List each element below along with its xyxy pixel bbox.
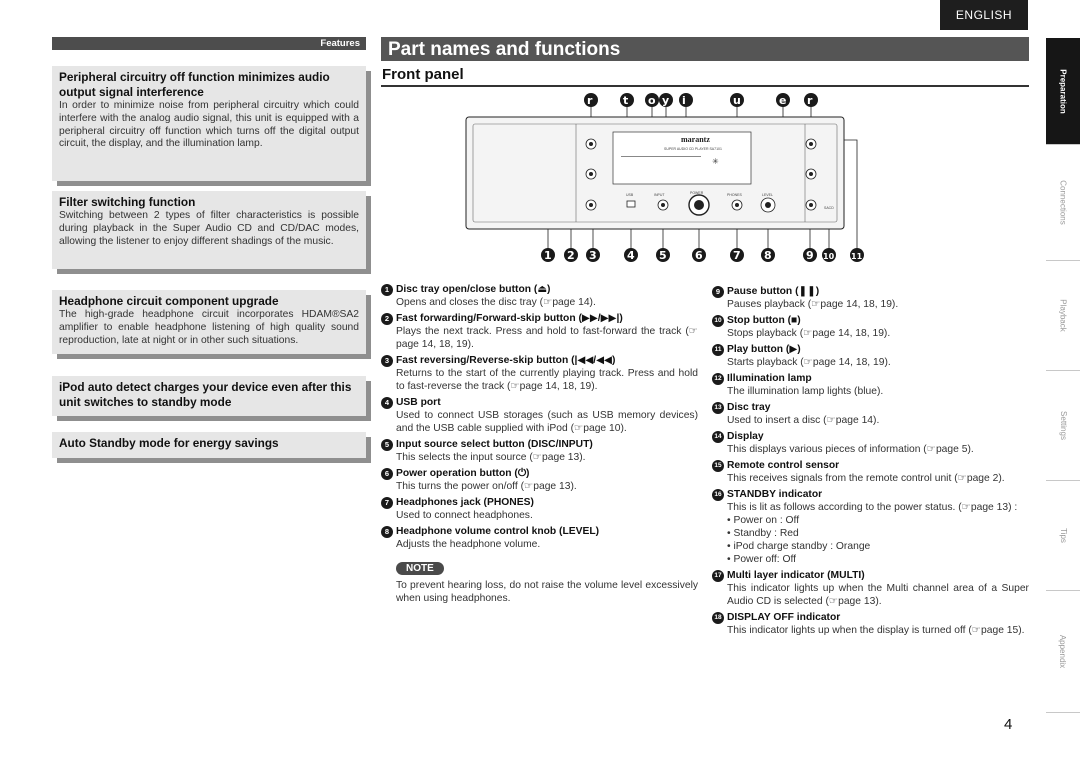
section-subtitle: Front panel — [382, 66, 464, 83]
part-desc: Pauses playback (☞page 14, 18, 19). — [727, 299, 899, 310]
part-desc: This selects the input source (☞page 13). — [396, 452, 586, 463]
part-desc: The illumination lamp lights (blue). — [727, 386, 884, 397]
brand-logo: marantz — [681, 135, 710, 144]
part-desc: Used to insert a disc (☞page 14). — [727, 415, 880, 426]
svg-text:y: y — [662, 94, 670, 107]
svg-text:1: 1 — [544, 249, 552, 262]
standby-status-list — [712, 514, 1029, 566]
language-tab[interactable]: ENGLISH — [940, 0, 1028, 30]
svg-text:9: 9 — [806, 249, 814, 262]
part-desc: This is lit as follows according to the power status. (☞page 13) : — [727, 502, 1018, 513]
part-title: Stop button (■) — [727, 315, 801, 326]
svg-text:4: 4 — [627, 249, 635, 262]
part-desc: Adjusts the headphone volume. — [396, 539, 541, 550]
part-desc: Used to connect headphones. — [396, 510, 533, 521]
tab-tips[interactable]: Tips — [1046, 480, 1080, 590]
side-tabs — [1046, 38, 1080, 713]
part-item — [381, 283, 698, 309]
part-item: 13 Disc tray Used to insert a disc (☞page 14). — [712, 401, 1029, 427]
feature-title: Headphone circuit component upgrade — [59, 294, 279, 308]
part-desc: This indicator lights up when the Multi channel area of a Super Audio CD is selected (☞page 13). — [727, 583, 1029, 607]
section-title: Part names and functions — [381, 37, 1029, 61]
front-panel-diagram — [381, 90, 1029, 270]
usb-port[interactable] — [627, 201, 635, 207]
svg-text:u: u — [733, 94, 741, 107]
feature-title: Peripheral circuitry off function minimizes audio output signal interference — [59, 70, 330, 99]
svg-text:8: 8 — [764, 249, 772, 262]
tab-preparation[interactable]: Preparation — [1046, 38, 1080, 144]
part-item: 12 Illumination lamp The illumination lamp lights (blue). — [712, 372, 1029, 398]
feature-box — [52, 191, 366, 269]
part-title: Remote control sensor — [727, 460, 840, 471]
tab-playback[interactable]: Playback — [1046, 260, 1080, 370]
feature-title: Auto Standby mode for energy savings — [59, 436, 279, 450]
feature-title: iPod auto detect charges your device even after this unit switches to standby mode — [59, 380, 352, 409]
part-title: Disc tray — [727, 402, 771, 413]
part-desc: Returns to the start of the currently playing track. Press and hold to fast-reverse the track (☞page 14, 18, 19). — [396, 368, 698, 392]
parts-list-left — [381, 283, 698, 605]
part-desc: This turns the power on/off (☞page 13). — [396, 481, 577, 492]
part-item: 10 Stop button (■) Stops playback (☞page 14, 18, 19). — [712, 314, 1029, 340]
part-title: Headphones jack (PHONES) — [396, 497, 534, 508]
part-item: 6 Power operation button (⏻) This turns the power on/off (☞page 13). — [381, 467, 698, 493]
part-number: 1 — [381, 284, 393, 296]
part-item: 14 Display This displays various pieces of information (☞page 5). — [712, 430, 1029, 456]
standby-status-item: • Power off: Off — [727, 554, 797, 565]
part-title: Multi layer indicator (MULTI) — [727, 570, 865, 581]
feature-title: Filter switching function — [59, 195, 196, 209]
standby-status-item: • Standby : Red — [727, 528, 799, 539]
svg-text:5: 5 — [659, 249, 667, 262]
svg-text:USB: USB — [626, 193, 634, 197]
part-item: 11 Play button (▶) Starts playback (☞page 14, 18, 19). — [712, 343, 1029, 369]
feature-text: The high-grade headphone circuit incorporates HDAM®SA2 amplifier to enable headphone listening of high quality sound reproduction, late at night or in other such situations. — [59, 309, 359, 346]
part-desc: This displays various pieces of information (☞page 5). — [727, 444, 974, 455]
part-title: Illumination lamp — [727, 373, 812, 384]
svg-text:LEVEL: LEVEL — [762, 193, 773, 197]
part-desc: Opens and closes the disc tray (☞page 14). — [396, 297, 596, 308]
svg-text:r: r — [807, 94, 813, 107]
parts-list-right — [712, 285, 1029, 640]
part-item: 9 Pause button (❚❚) Pauses playback (☞page 14, 18, 19). — [712, 285, 1029, 311]
feature-box — [52, 432, 366, 458]
part-title: Display — [727, 431, 764, 442]
part-desc: Plays the next track. Press and hold to fast-forward the track (☞page 14, 18, 19). — [396, 326, 698, 350]
part-title: Fast forwarding/Forward-skip button (▶▶/▶▶|) — [396, 313, 623, 324]
features-header: Features — [52, 37, 366, 50]
part-item: 8 Headphone volume control knob (LEVEL) Adjusts the headphone volume. — [381, 525, 698, 551]
part-title: Disc tray open/close button (⏏) — [396, 284, 551, 295]
part-desc: This indicator lights up when the display is turned off (☞page 15). — [727, 625, 1025, 636]
part-title: Power operation button (⏻) — [396, 468, 530, 479]
part-item: 16 STANDBY indicator This is lit as follows according to the power status. (☞page 13) : • Power on : Off • Standby : Red • iPod charge standby : Orange • Power off: Off — [712, 488, 1029, 566]
svg-text:2: 2 — [567, 249, 575, 262]
part-item: 17 Multi layer indicator (MULTI) This indicator lights up when the Multi channel area of a Super Audio CD is selected (☞page 13). — [712, 569, 1029, 608]
part-item: 7 Headphones jack (PHONES) Used to connect headphones. — [381, 496, 698, 522]
part-title: USB port — [396, 397, 441, 408]
tab-settings[interactable]: Settings — [1046, 370, 1080, 480]
tab-appendix[interactable]: Appendix — [1046, 590, 1080, 713]
part-title: STANDBY indicator — [727, 489, 823, 500]
part-item: 15 Remote control sensor This receives signals from the remote control unit (☞page 2). — [712, 459, 1029, 485]
note-badge: NOTE — [396, 562, 444, 575]
part-desc: Stops playback (☞page 14, 18, 19). — [727, 328, 891, 339]
svg-text:3: 3 — [589, 249, 597, 262]
part-title: Headphone volume control knob (LEVEL) — [396, 526, 600, 537]
standby-status-item: • Power on : Off — [727, 515, 800, 526]
feature-box — [52, 66, 366, 181]
part-item: 18 DISPLAY OFF indicator This indicator lights up when the display is turned off (☞page 15). — [712, 611, 1029, 637]
bottom-callouts — [541, 248, 864, 262]
svg-text:i: i — [682, 94, 686, 107]
note-text: To prevent hearing loss, do not raise the volume level excessively when using headphones. — [396, 580, 698, 604]
model-label: SUPER AUDIO CD PLAYER SA7101 — [664, 147, 722, 151]
part-title: Input source select button (DISC/INPUT) — [396, 439, 593, 450]
illumination-star-icon: ✳ — [712, 157, 719, 166]
svg-text:7: 7 — [733, 249, 741, 262]
part-item: 5 Input source select button (DISC/INPUT) This selects the input source (☞page 13). — [381, 438, 698, 464]
feature-text: Switching between 2 types of filter characteristics is possible during playback in the Super Audio CD and CD/DAC modes, allowing the listener to enjoy different shadings of the music. — [59, 210, 359, 247]
svg-text:POWER: POWER — [690, 191, 704, 195]
part-desc: This receives signals from the remote control unit (☞page 2). — [727, 473, 1005, 484]
part-desc: Starts playback (☞page 14, 18, 19). — [727, 357, 891, 368]
feature-text: In order to minimize noise from peripheral circuitry which could interfere with the analog audio signal, this unit is equipped with a peripheral circuitry off function which turns off the digital output circuit, the display, and the illumination lamp. — [59, 100, 359, 150]
part-desc: Used to connect USB storages (such as USB memory devices) and the USB cable supplied with iPod (☞page 10). — [396, 410, 698, 434]
feature-box — [52, 290, 366, 354]
svg-text:PHONES: PHONES — [727, 193, 742, 197]
svg-text:t: t — [623, 94, 629, 107]
feature-box — [52, 376, 366, 416]
svg-text:o: o — [648, 94, 656, 107]
svg-text:11: 11 — [851, 252, 863, 261]
tab-connections[interactable]: Connections — [1046, 144, 1080, 260]
standby-status-item: • iPod charge standby : Orange — [727, 541, 871, 552]
sacd-logo: SACD — [824, 206, 834, 210]
part-item: 3 Fast reversing/Reverse-skip button (|◀◀/◀◀) Returns to the start of the currently playing track. Press and hold to fast-reverse the track (☞page 14, 18, 19). — [381, 354, 698, 393]
svg-text:INPUT: INPUT — [654, 193, 665, 197]
svg-text:r: r — [587, 94, 593, 107]
svg-text:e: e — [779, 94, 787, 107]
part-title: DISPLAY OFF indicator — [727, 612, 841, 623]
part-title: Play button (▶) — [727, 344, 801, 355]
svg-text:10: 10 — [823, 252, 835, 261]
svg-text:6: 6 — [695, 249, 703, 262]
part-title: Pause button (❚❚) — [727, 286, 820, 297]
page-number: 4 — [1004, 716, 1013, 733]
part-item: 4 USB port Used to connect USB storages (such as USB memory devices) and the USB cable supplied with iPod (☞page 10). — [381, 396, 698, 435]
top-callouts — [584, 93, 818, 107]
part-title: Fast reversing/Reverse-skip button (|◀◀/◀◀) — [396, 355, 616, 366]
subtitle-rule — [381, 85, 1029, 87]
part-item: 2 Fast forwarding/Forward-skip button (▶▶/▶▶|) Plays the next track. Press and hold to fast-forward the track (☞page 14, 18, 19). — [381, 312, 698, 351]
